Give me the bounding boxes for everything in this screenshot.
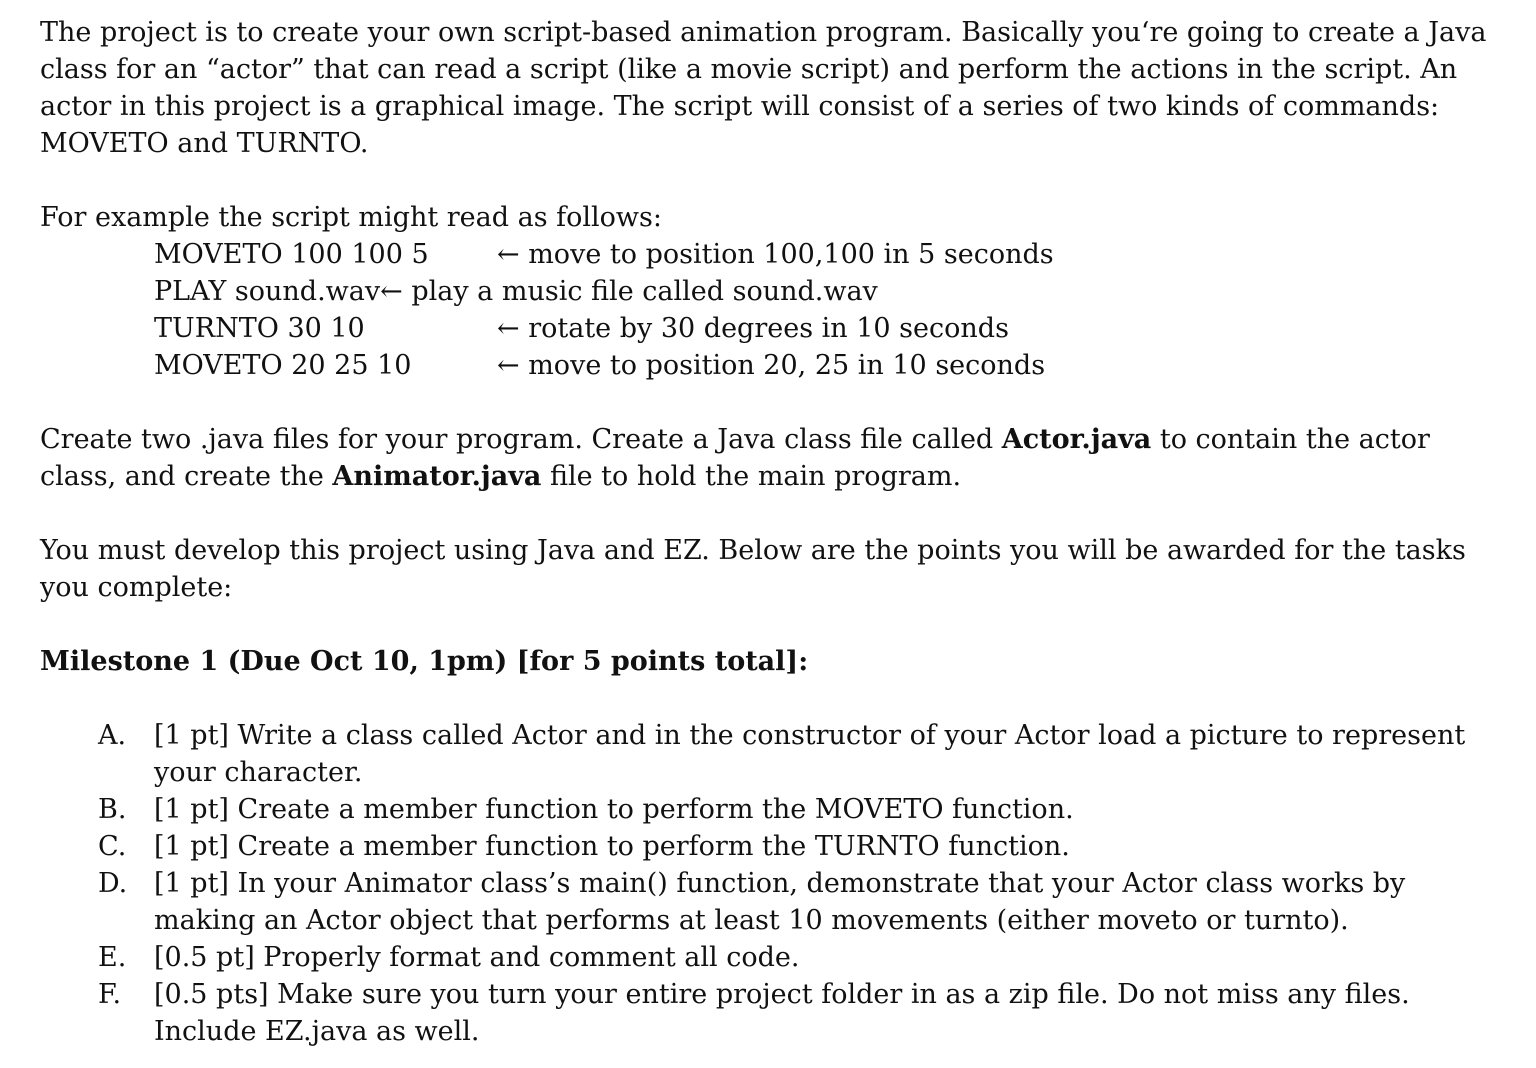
animator-filename: Animator.java (332, 461, 542, 492)
task-text: [1 pt] Create a member function to perform the MOVETO function. (154, 794, 1074, 825)
task-item (40, 717, 1510, 791)
script-command: MOVETO 20 25 10 (154, 350, 412, 381)
example-script (40, 236, 1510, 384)
script-note: ← play a music file called sound.wav (380, 276, 878, 307)
task-list (40, 717, 1510, 1050)
task-letter: A. (98, 720, 127, 751)
task-text: [1 pt] Write a class called Actor and in the constructor of your Actor load a picture to represent your character. (154, 720, 1466, 788)
task-item (40, 828, 1510, 865)
document-body (40, 14, 1510, 1050)
script-line (40, 236, 1510, 273)
task-item (40, 791, 1510, 828)
actor-filename: Actor.java (1001, 424, 1152, 455)
develop-paragraph: You must develop this project using Java and EZ. Below are the points you will be awarded for the tasks you complete: (40, 535, 1466, 603)
files-text: to contain the actor class, and create the (40, 424, 1430, 492)
script-line (40, 347, 1510, 384)
task-letter: D. (98, 868, 128, 899)
task-letter: B. (98, 794, 127, 825)
intro-paragraph: The project is to create your own script-based animation program. Basically you‘re going to create a Java class for an “actor” that can read a script (like a movie script) and perform the actions in the script. An actor in this project is a graphical image. The script will consist of a series of two kinds of commands: MOVETO and TURNTO. (40, 17, 1487, 159)
task-text: [1 pt] In your Animator class’s main() function, demonstrate that your Actor class works by making an Actor object that performs at least 10 movements (either moveto or turnto). (154, 868, 1406, 936)
files-text: Create two .java files for your program. Create a Java class file called (40, 424, 1002, 455)
task-item (40, 939, 1510, 976)
script-note: ← move to position 20, 25 in 10 seconds (497, 350, 1046, 381)
task-letter: C. (98, 831, 127, 862)
script-command: TURNTO 30 10 (154, 313, 365, 344)
files-paragraph (40, 421, 1510, 495)
task-text: [1 pt] Create a member function to perform the TURNTO function. (154, 831, 1070, 862)
task-text: [0.5 pts] Make sure you turn your entire project folder in as a zip file. Do not miss any files. Include EZ.java as well. (154, 979, 1410, 1047)
task-letter: E. (98, 942, 127, 973)
example-intro: For example the script might read as follows: (40, 202, 662, 233)
task-item (40, 976, 1510, 1050)
task-text: [0.5 pt] Properly format and comment all code. (154, 942, 800, 973)
task-item (40, 865, 1510, 939)
script-note: ← rotate by 30 degrees in 10 seconds (497, 313, 1009, 344)
script-command: PLAY sound.wav (154, 276, 381, 307)
script-note: ← move to position 100,100 in 5 seconds (497, 239, 1054, 270)
milestone-heading: Milestone 1 (Due Oct 10, 1pm) [for 5 points total]: (40, 646, 809, 677)
script-command: MOVETO 100 100 5 (154, 239, 429, 270)
task-letter: F. (98, 979, 122, 1010)
script-line (40, 310, 1510, 347)
script-line (40, 273, 1510, 310)
files-text: file to hold the main program. (541, 461, 962, 492)
